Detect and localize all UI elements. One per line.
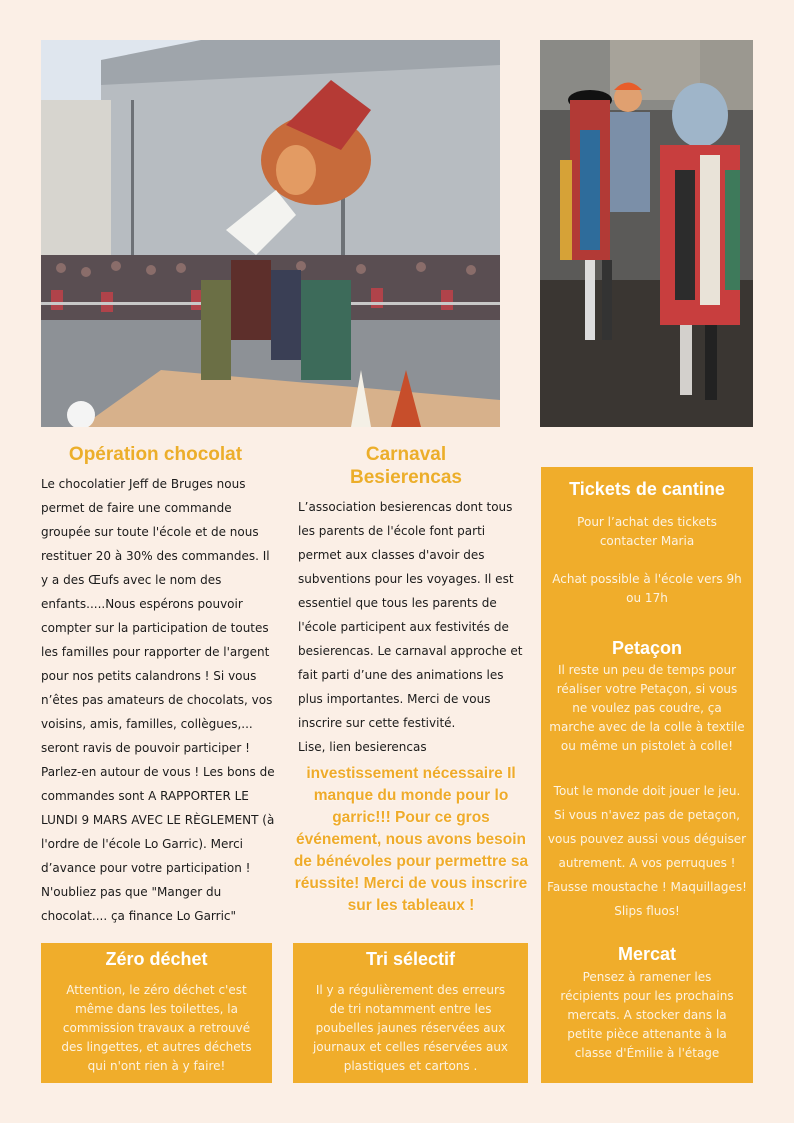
chocolate-operation-title: Opération chocolat bbox=[68, 444, 243, 465]
chocolate-paragraph: Le chocolatier Jeff de Bruges nous permet de faire une commande groupée sur toute l'école et de nous restituer 20 à 30% des commandes. Il y a des Œufs avec le nom des enfants.....Nous espérons pouvoir compter sur la participation de toutes les familles pour rapporter de l'argent pour nos petits calandrons ! Si vous n’êtes pas amateurs de chocolats, vos voisins, amis, familles, collègues,... seront ravis de pouvoir participer ! Parlez-en autour de vous ! Les bons de commandes sont A RAPPORTER LE LUNDI 9 MARS AVEC LE RÈGLEMENT (à l'ordre de l'école Lo Garric). Merci d’avance pour votre participation ! N'oubliez pas que "Manger du chocolat.... ça finance Lo Garric" bbox=[41, 477, 275, 923]
mercat-title: Mercat bbox=[617, 944, 677, 964]
zero-waste-box bbox=[41, 943, 272, 1083]
volunteers-callout: investissement nécessaire Il manque du monde pour lo garric!!! Pour ce gros événement, nous avons besoin de bénévoles pour permettre sa réussite! Merci de vous inscrire sur les tableaux ! bbox=[293, 765, 529, 914]
zero-waste-title: Zéro déchet bbox=[105, 949, 208, 969]
carnival-costumes-photo bbox=[540, 40, 753, 427]
canteen-tickets-contact: Pour l’achat des tickets contacter Maria bbox=[577, 515, 717, 548]
mercat-text: Pensez à ramener les récipients pour les prochains mercats. A stocker dans la petite pièce attenante à la classe d'Émilie à l'étage bbox=[560, 970, 734, 1060]
petacon-disguise-text: Tout le monde doit jouer le jeu. Si vous n'avez pas de petaçon, vous pouvez aussi vous déguiser autrement. A vos perruques ! Fausse moustache ! Maquillages! Slips fluos! bbox=[547, 784, 747, 918]
info-sidebar bbox=[541, 467, 753, 1083]
canteen-tickets-hours: Achat possible à l'école vers 9h ou 17h bbox=[552, 572, 742, 605]
canteen-tickets-title: Tickets de cantine bbox=[569, 479, 725, 499]
carnival-giant-puppet-photo bbox=[41, 40, 500, 427]
carnival-title: Carnaval Besierencas bbox=[350, 444, 462, 488]
carnival-paragraph: L’association besierencas dont tous les parents de l'école font parti permet aux classes d'avoir des subventions pour les voyages. Il est essentiel que tous les parents de l'école participent aux festivités de besierencas. Le carnaval approche et fait parti d’une des animations les plus importantes. Merci de vous inscrire sur cette festivité. bbox=[298, 500, 523, 730]
recycling-box bbox=[293, 943, 528, 1083]
petacon-text: Il reste un peu de temps pour réaliser votre Petaçon, si vous ne voulez pas coudre, ça marche avec de la colle à textile ou même un pistolet à colle! bbox=[549, 663, 745, 753]
carnival-text bbox=[298, 495, 532, 759]
recycling-title: Tri sélectif bbox=[365, 949, 456, 969]
chocolate-operation-text bbox=[41, 472, 275, 928]
carnival-signature: Lise, lien besierencas bbox=[298, 740, 427, 754]
recycling-text: Il y a régulièrement des erreurs de tri notamment entre les poubelles jaunes réservées aux journaux et celles réservées aux plastiques et cartons . bbox=[312, 983, 509, 1073]
zero-waste-text: Attention, le zéro déchet c'est même dans les toilettes, la commission travaux a retrouvé des lingettes, et autres déchets qui n'ont rien à y faire! bbox=[61, 983, 252, 1073]
petacon-title: Petaçon bbox=[611, 638, 683, 658]
